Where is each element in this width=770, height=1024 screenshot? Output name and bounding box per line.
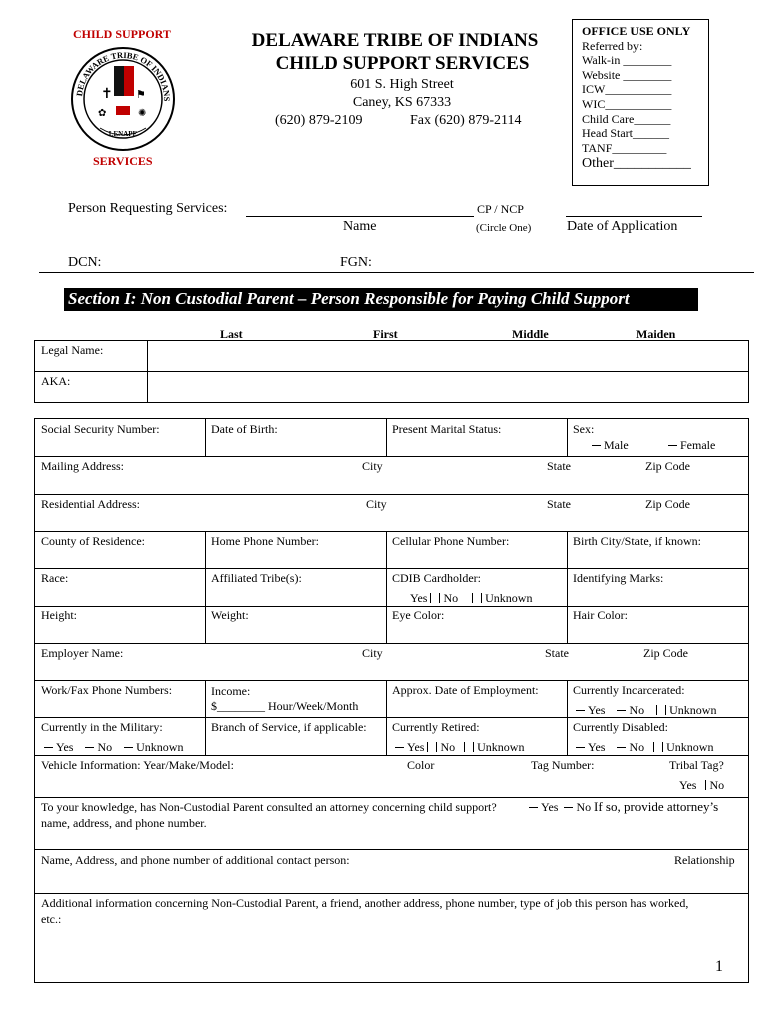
vehicle-color-label: Color xyxy=(407,758,435,772)
city-label: City xyxy=(366,497,387,511)
page-title: DELAWARE TRIBE OF INDIANS xyxy=(251,30,539,51)
col-maiden: Maiden xyxy=(636,327,676,341)
home-phone-label: Home Phone Number: xyxy=(211,534,319,548)
office-use-title: OFFICE USE ONLY xyxy=(582,24,691,38)
cp-ncp-option[interactable]: CP / NCP xyxy=(477,202,524,216)
attorney-if-so: If so, provide attorney’s xyxy=(594,799,719,814)
tag-number-label: Tag Number: xyxy=(531,758,595,772)
employer-label: Employer Name: xyxy=(41,646,124,660)
phone-number: (620) 879-2109 xyxy=(275,113,363,128)
page-subtitle: CHILD SUPPORT SERVICES xyxy=(275,53,530,74)
svg-text:LENAPE: LENAPE xyxy=(108,130,138,138)
office-item: Child Care______ xyxy=(582,111,671,126)
logo-bottom-text: SERVICES xyxy=(93,154,153,168)
residential-address-label: Residential Address: xyxy=(41,497,140,511)
sex-label: Sex: xyxy=(573,422,595,436)
fax-number: Fax (620) 879-2114 xyxy=(410,113,522,128)
aka-label: AKA: xyxy=(41,374,71,388)
tribe-label: Affiliated Tribe(s): xyxy=(211,571,302,585)
relationship-label: Relationship xyxy=(674,853,735,867)
attorney-options[interactable]: Yes No xyxy=(526,800,591,815)
income-field[interactable]: $________ Hour/Week/Month xyxy=(211,699,359,713)
address-street: 601 S. High Street xyxy=(350,77,454,92)
office-item: Walk-in ________ xyxy=(582,53,672,68)
cell-phone-label: Cellular Phone Number: xyxy=(392,534,510,548)
tribal-tag-label: Tribal Tag? xyxy=(669,758,724,772)
office-item-other: Other___________ xyxy=(582,156,691,172)
county-label: County of Residence: xyxy=(41,534,145,548)
state-label: State xyxy=(545,646,569,660)
contact-person-label: Name, Address, and phone number of additional contact person: xyxy=(41,853,350,867)
vehicle-label: Vehicle Information: Year/Make/Model: xyxy=(41,758,234,772)
sex-male-option[interactable]: Male xyxy=(589,438,629,453)
incarcerated-label: Currently Incarcerated: xyxy=(573,683,685,697)
divider xyxy=(39,272,754,273)
legal-name-label: Legal Name: xyxy=(41,343,104,357)
office-use-box xyxy=(572,19,709,186)
sex-female-option[interactable]: Female xyxy=(665,438,715,453)
city-label: City xyxy=(362,459,383,473)
birth-city-label: Birth City/State, if known: xyxy=(573,534,701,548)
cdib-options[interactable]: Yes No Unknown xyxy=(410,591,533,605)
mailing-address-label: Mailing Address: xyxy=(41,459,124,473)
additional-info-input[interactable] xyxy=(40,928,746,978)
dcn-label: DCN: xyxy=(68,255,102,270)
office-item: Website ________ xyxy=(582,67,672,82)
cdib-label: CDIB Cardholder: xyxy=(392,571,481,585)
disabled-options[interactable]: Yes No Unknown xyxy=(573,740,713,755)
office-item: WIC___________ xyxy=(582,96,672,111)
eye-color-label: Eye Color: xyxy=(392,608,445,622)
zip-label: Zip Code xyxy=(645,497,690,511)
zip-label: Zip Code xyxy=(643,646,688,660)
date-of-application-label: Date of Application xyxy=(567,219,678,234)
approx-date-label: Approx. Date of Employment: xyxy=(392,683,539,697)
aka-input[interactable] xyxy=(149,373,747,401)
city-label: City xyxy=(362,646,383,660)
race-label: Race: xyxy=(41,571,69,585)
tribe-seal-logo xyxy=(70,46,176,152)
incarcerated-options[interactable]: Yes No Unknown xyxy=(573,703,716,718)
ssn-label: Social Security Number: xyxy=(41,422,160,436)
address-city: Caney, KS 67333 xyxy=(352,95,452,110)
col-first: First xyxy=(373,327,398,341)
svg-text:⚑: ⚑ xyxy=(136,89,146,101)
circle-one-label: (Circle One) xyxy=(476,222,532,234)
state-label: State xyxy=(547,459,571,473)
attorney-question-cont: name, address, and phone number. xyxy=(41,816,207,830)
office-item: Referred by: xyxy=(582,38,643,53)
office-item: Head Start______ xyxy=(582,126,669,141)
height-label: Height: xyxy=(41,608,77,622)
office-item: ICW___________ xyxy=(582,82,672,97)
hair-color-label: Hair Color: xyxy=(573,608,628,622)
disabled-label: Currently Disabled: xyxy=(573,720,668,734)
marital-status-label: Present Marital Status: xyxy=(392,422,502,436)
dob-label: Date of Birth: xyxy=(211,422,278,436)
zip-label: Zip Code xyxy=(645,459,690,473)
legal-name-input[interactable] xyxy=(149,342,747,369)
military-options[interactable]: Yes No Unknown xyxy=(41,740,183,755)
date-of-application-field[interactable] xyxy=(566,216,702,217)
page-number: 1 xyxy=(715,958,723,975)
col-middle: Middle xyxy=(512,327,549,341)
additional-info-cont: etc.: xyxy=(41,912,62,926)
weight-label: Weight: xyxy=(211,608,249,622)
col-last: Last xyxy=(220,327,243,341)
tribal-tag-options[interactable]: Yes No xyxy=(679,778,725,792)
person-requesting-field[interactable] xyxy=(246,216,474,217)
additional-info-label: Additional information concerning Non-Custodial Parent, a friend, another address, phone number, type of job this person has worked, xyxy=(41,896,689,910)
branch-label: Branch of Service, if applicable: xyxy=(211,720,367,734)
fgn-label: FGN: xyxy=(340,255,372,270)
income-label: Income: xyxy=(211,684,251,698)
svg-text:DELAWARE TRIBE OF INDIANS: DELAWARE TRIBE OF INDIANS xyxy=(74,49,173,102)
office-item: TANF_________ xyxy=(582,140,667,155)
retired-options[interactable]: Yes No Unknown xyxy=(392,740,524,755)
identifying-marks-label: Identifying Marks: xyxy=(573,571,664,585)
military-label: Currently in the Military: xyxy=(41,720,163,734)
state-label: State xyxy=(547,497,571,511)
svg-text:✺: ✺ xyxy=(138,108,147,119)
name-label: Name xyxy=(343,219,377,234)
work-phone-label: Work/Fax Phone Numbers: xyxy=(41,683,173,697)
svg-text:✝: ✝ xyxy=(101,87,113,102)
svg-text:✿: ✿ xyxy=(98,108,107,119)
retired-label: Currently Retired: xyxy=(392,720,480,734)
logo-top-text: CHILD SUPPORT xyxy=(73,27,171,41)
section-title: Section I: Non Custodial Parent – Person Responsible for Paying Child Support xyxy=(64,288,698,311)
person-requesting-label: Person Requesting Services: xyxy=(68,201,228,216)
attorney-question: To your knowledge, has Non-Custodial Parent consulted an attorney concerning child support? xyxy=(41,800,497,814)
